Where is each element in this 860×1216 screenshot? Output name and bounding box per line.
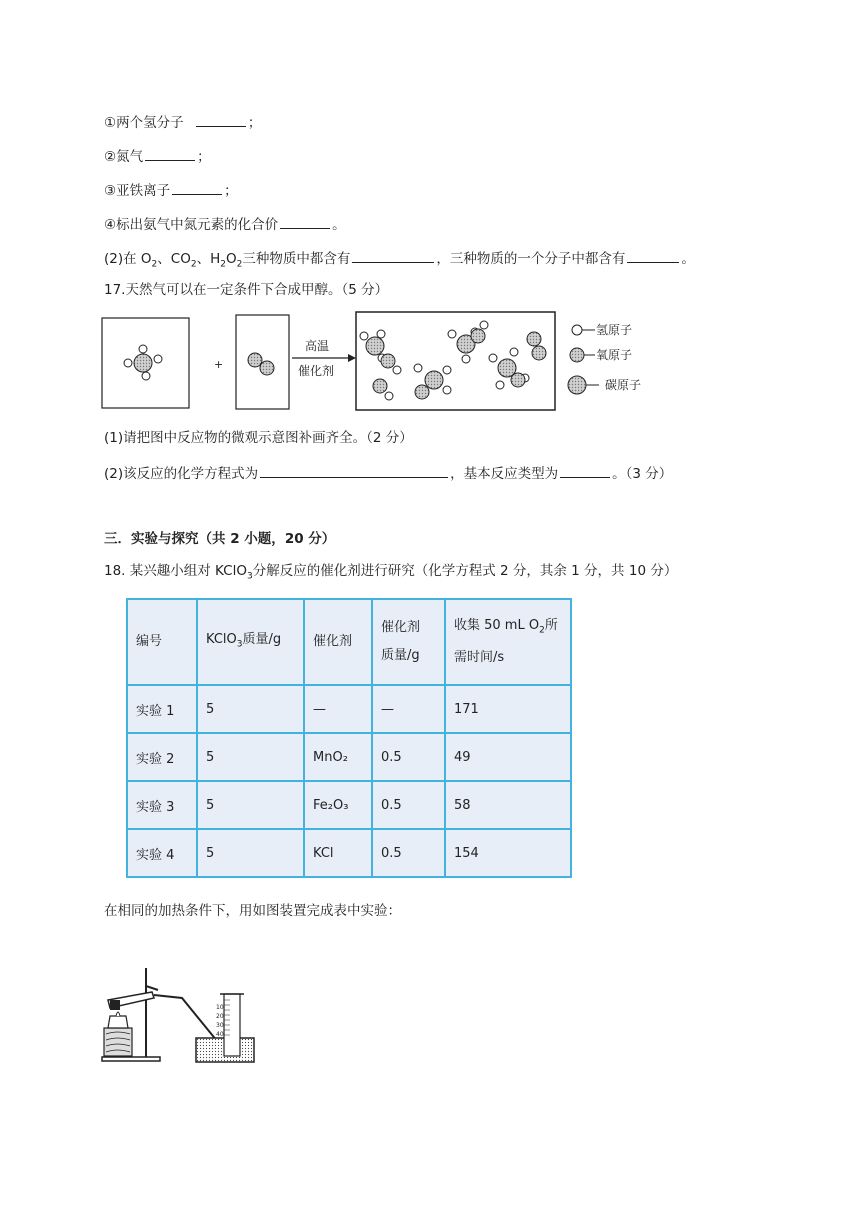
q16-item4: ④标出氨气中氮元素的化合价 。	[104, 214, 346, 234]
answer-blank[interactable]	[352, 248, 434, 263]
arrow-condition-bottom: 催化剂	[298, 364, 335, 378]
flame-icon	[116, 1012, 120, 1016]
header-kclo3-mass: KClO$_3$质量/g	[197, 599, 304, 685]
arrow-head-icon	[348, 354, 356, 362]
answer-blank[interactable]	[196, 112, 246, 127]
header-catalyst: 催化剂	[304, 599, 372, 685]
q16-item2: ②氮气 ；	[104, 146, 211, 166]
table-header-row	[127, 599, 571, 685]
table-row: 实验 3 5 Fe₂O₃ 0.5 58	[127, 781, 571, 829]
legend	[568, 323, 641, 394]
tube-contents	[110, 1000, 120, 1010]
q17-title: 17.天然气可以在一定条件下合成甲醇。（5 分）	[104, 282, 389, 298]
lab-apparatus-illustration	[100, 960, 260, 1070]
table-row: 实验 4 5 KCl 0.5 154	[127, 829, 571, 877]
header-catalyst-mass: 催化剂 质量/g	[372, 599, 445, 685]
answer-blank[interactable]	[172, 180, 222, 195]
q16-item3: ③亚铁离子 ；	[104, 180, 238, 200]
carbon-atom-icon	[568, 376, 586, 394]
stand-base	[102, 1057, 160, 1061]
cylinder-scale	[216, 1004, 224, 1038]
answer-blank[interactable]	[560, 463, 610, 478]
svg-text:20: 20	[216, 1013, 224, 1020]
reaction-diagram	[100, 308, 670, 418]
q17-part1: (1)请把图中反应物的微观示意图补画齐全。（2 分）	[104, 430, 413, 446]
alcohol-lamp	[108, 1016, 128, 1028]
answer-blank[interactable]	[260, 463, 448, 478]
hydrogen-atom-icon	[572, 325, 582, 335]
q16-part2: (2)在 $O_2$、$CO_2$、$H_2O_2$三种物质中都含有 ，三种物质的一个分子中都含有 。	[104, 248, 695, 274]
q17-part2: (2)该反应的化学方程式为 ，基本反应类型为 。（3 分）	[104, 463, 672, 483]
svg-text:40: 40	[216, 1031, 224, 1038]
header-id: 编号	[127, 599, 197, 685]
arrow-condition-top: 高温	[305, 339, 330, 353]
legend-hydrogen: 氢原子	[596, 323, 633, 337]
legend-oxygen: 氧原子	[596, 348, 633, 362]
answer-blank[interactable]	[145, 146, 195, 161]
legend-carbon: 碳原子	[605, 378, 642, 392]
q18-after-table: 在相同的加热条件下，用如图装置完成表中实验：	[104, 903, 401, 919]
plus-sign: +	[214, 358, 224, 371]
section-3-title: 三．实验与探究（共 2 小题，20 分）	[104, 531, 336, 547]
experiment-table	[126, 598, 572, 878]
oxygen-atom-icon	[570, 348, 584, 362]
answer-blank[interactable]	[627, 248, 679, 263]
q18-intro: 18. 某兴趣小组对 KClO$_3$分解反应的催化剂进行研究（化学方程式 2 分，其余 1 分，共 10 分）	[104, 563, 678, 582]
svg-text:30: 30	[216, 1022, 224, 1029]
answer-blank[interactable]	[280, 214, 330, 229]
header-time: 收集 50 mL $O_2$所 需时间/s	[445, 599, 571, 685]
q16-item1: ①两个氢分子 ；	[104, 112, 261, 132]
table-row: 实验 2 5 MnO₂ 0.5 49	[127, 733, 571, 781]
svg-text:10: 10	[216, 1004, 224, 1011]
table-row: 实验 1 5 — — 171	[127, 685, 571, 733]
